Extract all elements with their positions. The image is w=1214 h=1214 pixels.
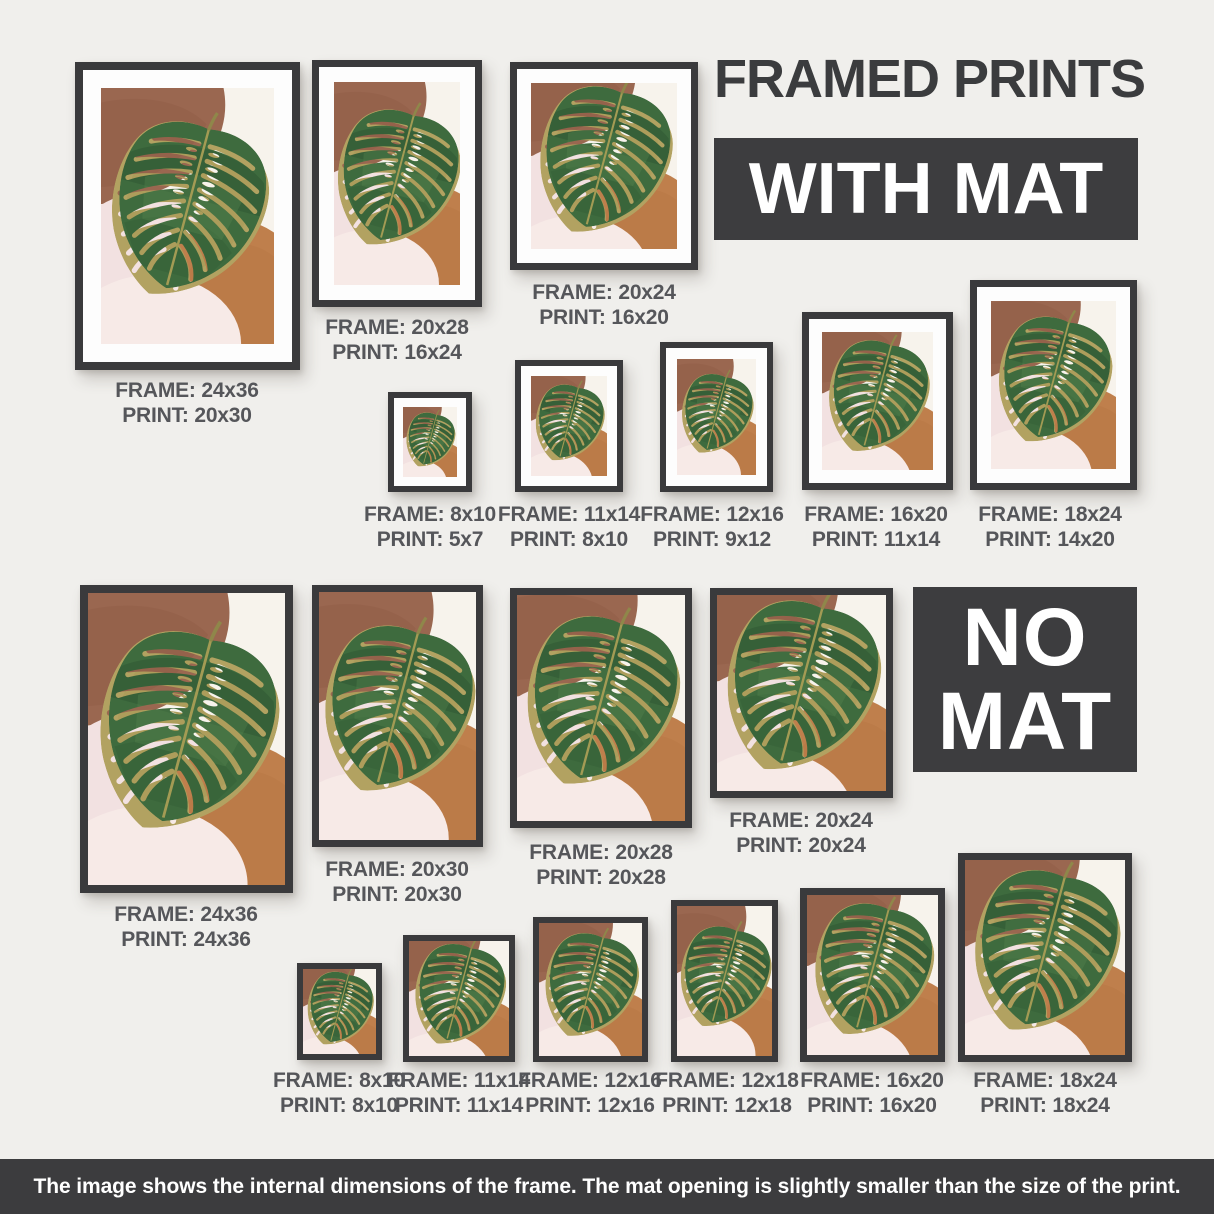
monstera-artwork	[334, 82, 460, 285]
footer-disclaimer-text: The image shows the internal dimensions of the frame. The mat opening is slightly smaller than the size of the print.	[33, 1174, 1181, 1198]
mat-board	[319, 67, 475, 300]
frame-size-text: FRAME: 16x20	[800, 1069, 944, 1092]
print-size-text: PRINT: 16x20	[807, 1094, 937, 1117]
frame-size-text: FRAME: 12x16	[640, 503, 784, 526]
monstera-artwork	[677, 906, 772, 1056]
frame-size-text: FRAME: 12x16	[518, 1069, 662, 1092]
monstera-artwork	[677, 359, 756, 475]
monstera-artwork	[303, 969, 376, 1054]
frame-size-text: FRAME: 20x30	[325, 858, 469, 881]
size-label	[800, 1068, 943, 1118]
frame-no-mat-12x18	[671, 900, 778, 1062]
art-area	[677, 906, 772, 1056]
frame-no-mat-20x24	[710, 588, 893, 798]
size-label	[532, 280, 675, 330]
monstera-artwork	[539, 923, 642, 1056]
mat-board	[517, 69, 691, 263]
print-size-text: PRINT: 16x20	[539, 306, 669, 329]
footer-disclaimer-bar	[0, 1159, 1214, 1214]
mat-board	[521, 366, 617, 486]
art-area	[539, 923, 642, 1056]
frame-size-text: FRAME: 11x14	[497, 503, 641, 526]
frame-no-mat-16x20	[800, 888, 945, 1062]
print-size-text: PRINT: 11x14	[811, 528, 941, 551]
frame-with-mat-12x16	[660, 342, 773, 492]
frame-size-text: FRAME: 24x36	[115, 379, 259, 402]
print-size-text: PRINT: 5x7	[376, 528, 484, 551]
frame-no-mat-20x30	[312, 585, 483, 847]
monstera-artwork	[319, 592, 476, 840]
print-size-text: PRINT: 8x10	[509, 528, 629, 551]
size-label	[655, 1068, 798, 1118]
with-mat-badge: WITH MAT	[714, 138, 1138, 240]
size-label	[640, 502, 783, 552]
frame-size-text: FRAME: 12x18	[655, 1069, 799, 1092]
size-label	[115, 378, 258, 428]
monstera-artwork	[717, 595, 886, 791]
frame-with-mat-8x10	[388, 392, 472, 492]
size-label	[729, 808, 872, 858]
monstera-artwork	[409, 941, 509, 1056]
monstera-artwork	[531, 376, 607, 476]
monstera-artwork	[101, 88, 274, 344]
print-size-text: PRINT: 18x24	[980, 1094, 1110, 1117]
mat-board	[394, 398, 466, 486]
monstera-artwork	[403, 407, 457, 477]
print-size-text: PRINT: 14x20	[985, 528, 1115, 551]
monstera-artwork	[822, 332, 933, 470]
frame-with-mat-18x24	[970, 280, 1137, 490]
frame-with-mat-11x14	[515, 360, 623, 492]
monstera-artwork	[531, 83, 677, 249]
art-area	[717, 595, 886, 791]
size-label	[273, 1068, 405, 1118]
frame-with-mat-20x28	[312, 60, 482, 307]
size-label	[804, 502, 947, 552]
print-size-text: PRINT: 8x10	[279, 1094, 399, 1117]
print-size-text: PRINT: 12x18	[662, 1094, 792, 1117]
frame-size-text: FRAME: 20x24	[532, 281, 676, 304]
frame-no-mat-20x28	[510, 588, 692, 828]
size-label	[518, 1068, 661, 1118]
frame-with-mat-20x24	[510, 62, 698, 270]
frame-no-mat-12x16	[533, 917, 648, 1062]
art-area	[409, 941, 509, 1056]
size-label	[114, 902, 257, 952]
frame-no-mat-11x14	[403, 935, 515, 1062]
print-size-text: PRINT: 12x16	[525, 1094, 655, 1117]
mat-board	[977, 287, 1130, 483]
size-label	[529, 840, 672, 890]
art-area	[319, 592, 476, 840]
frame-size-text: FRAME: 24x36	[114, 903, 258, 926]
size-label	[973, 1068, 1116, 1118]
monstera-artwork	[991, 301, 1116, 469]
frame-size-text: FRAME: 20x28	[325, 316, 469, 339]
frame-size-text: FRAME: 16x20	[804, 503, 948, 526]
no-mat-badge	[913, 587, 1137, 772]
mat-board	[83, 70, 292, 362]
print-size-text: PRINT: 16x24	[332, 341, 462, 364]
size-label	[388, 1068, 530, 1118]
monstera-artwork	[88, 593, 285, 885]
size-label	[978, 502, 1121, 552]
no-mat-line1: NO	[962, 591, 1088, 683]
frame-size-text: FRAME: 20x28	[529, 841, 673, 864]
mat-board	[666, 348, 767, 486]
art-area	[303, 969, 376, 1054]
size-label	[498, 502, 640, 552]
frame-size-text: FRAME: 11x14	[387, 1069, 531, 1092]
art-area	[965, 860, 1125, 1055]
frame-size-text: FRAME: 18x24	[973, 1069, 1117, 1092]
art-area	[88, 593, 285, 885]
print-size-text: PRINT: 20x28	[536, 866, 666, 889]
frame-no-mat-24x36	[80, 585, 293, 893]
size-label	[325, 315, 468, 365]
monstera-artwork	[807, 895, 938, 1055]
print-size-text: PRINT: 20x24	[736, 834, 866, 857]
size-label	[364, 502, 496, 552]
frame-with-mat-24x36	[75, 62, 300, 370]
print-size-text: PRINT: 20x30	[122, 404, 252, 427]
print-size-text: PRINT: 20x30	[332, 883, 462, 906]
monstera-artwork	[965, 860, 1125, 1055]
mat-board	[809, 319, 946, 483]
header-title: FRAMED PRINTS	[714, 49, 1145, 109]
frame-no-mat-18x24	[958, 853, 1132, 1062]
frame-size-text: FRAME: 18x24	[978, 503, 1122, 526]
art-area	[517, 595, 685, 821]
print-size-text: PRINT: 24x36	[121, 928, 251, 951]
frame-size-text: FRAME: 8x10	[363, 503, 497, 526]
size-label	[325, 857, 468, 907]
frame-size-text: FRAME: 20x24	[729, 809, 873, 832]
art-area	[807, 895, 938, 1055]
frame-with-mat-16x20	[802, 312, 953, 490]
print-size-text: PRINT: 11x14	[394, 1094, 524, 1117]
monstera-artwork	[517, 595, 685, 821]
frame-no-mat-8x10	[297, 963, 382, 1060]
frame-size-text: FRAME: 8x10	[272, 1069, 406, 1092]
print-size-text: PRINT: 9x12	[652, 528, 772, 551]
no-mat-line2: MAT	[937, 675, 1113, 767]
